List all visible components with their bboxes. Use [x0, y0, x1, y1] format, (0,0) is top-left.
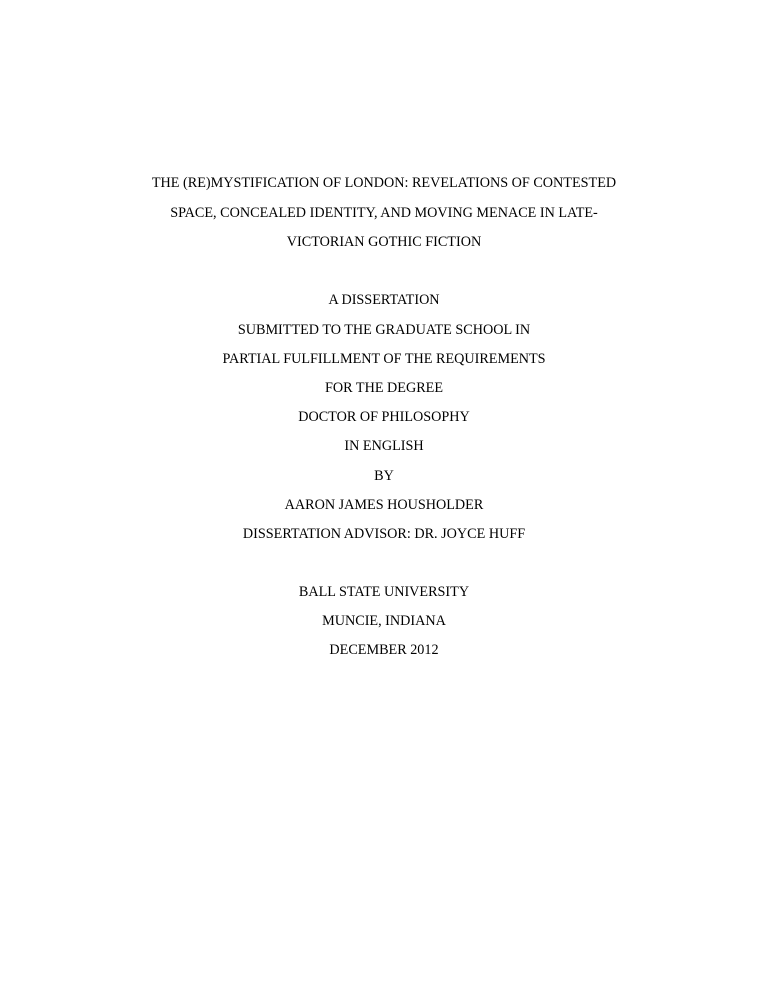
by-label: BY	[374, 468, 394, 484]
submission-statement-line-3: FOR THE DEGREE	[325, 380, 443, 396]
advisor-name: DISSERTATION ADVISOR: DR. JOYCE HUFF	[242, 526, 526, 542]
submission-statement-line-2: PARTIAL FULFILLMENT OF THE REQUIREMENTS	[222, 351, 546, 367]
submission-date: DECEMBER 2012	[329, 642, 439, 658]
university-name: BALL STATE UNIVERSITY	[298, 584, 470, 600]
degree-name: DOCTOR OF PHILOSOPHY	[298, 409, 470, 425]
author-name: AARON JAMES HOUSHOLDER	[284, 497, 484, 513]
document-type: A DISSERTATION	[328, 292, 440, 308]
dissertation-title-line-3: VICTORIAN GOTHIC FICTION	[286, 234, 482, 250]
dissertation-title-line-1: THE (RE)MYSTIFICATION OF LONDON: REVELATIONS OF CONTESTED	[151, 175, 617, 191]
university-location: MUNCIE, INDIANA	[322, 613, 446, 629]
degree-field: IN ENGLISH	[344, 438, 424, 454]
submission-statement-line-1: SUBMITTED TO THE GRADUATE SCHOOL IN	[237, 322, 531, 338]
dissertation-title-line-2: SPACE, CONCEALED IDENTITY, AND MOVING MENACE IN LATE-	[170, 205, 598, 221]
